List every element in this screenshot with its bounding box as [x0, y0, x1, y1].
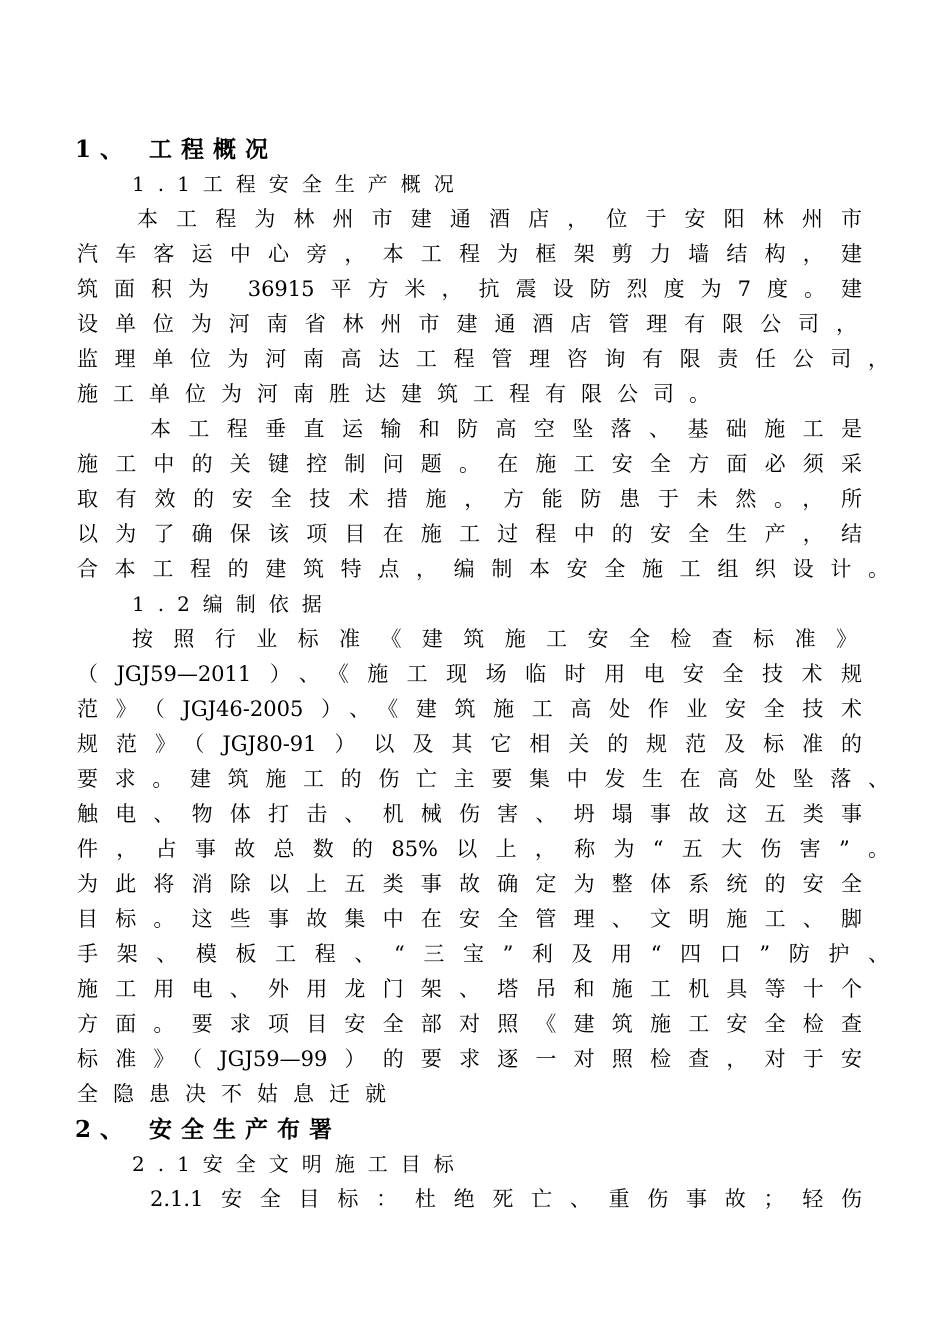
paragraph-line: 触电、物体打击、机械伤害、坍塌事故这五类事 — [77, 802, 862, 826]
subsection-2-1-heading: 2.1安全文明施工目标 — [132, 1152, 467, 1176]
paragraph-line: 范》（JGJ46-2005）、《建筑施工高处作业安全技术 — [77, 697, 862, 721]
subsection-1-1-heading: 1.1工程安全生产概况 — [132, 172, 467, 196]
paragraph-line: 筑面积为 36915平方米，抗震设防烈度为7度。建 — [77, 277, 862, 301]
paragraph-line: 本工程垂直运输和防高空坠落、基础施工是 — [150, 417, 862, 441]
paragraph-line: 监理单位为河南高达工程管理咨询有限责任公司， — [77, 347, 889, 371]
paragraph-line: 件，占事故总数的85%以上，称为“五大伤害”。 — [77, 837, 889, 861]
paragraph-line: 方面。要求项目安全部对照《建筑施工安全检查 — [77, 1012, 862, 1036]
paragraph-line: 施工用电、外用龙门架、塔吊和施工机具等十个 — [77, 977, 862, 1001]
paragraph-line: 汽车客运中心旁，本工程为框架剪力墙结构，建 — [77, 242, 862, 266]
section-2-heading: 2、 安全生产布署 — [75, 1116, 342, 1143]
paragraph-line: （JGJ59—2011）、《施工现场临时用电安全技术规 — [77, 662, 862, 686]
paragraph-line: 2.1.1安全目标：杜绝死亡、重伤事故；轻伤 — [150, 1187, 862, 1211]
paragraph-line: 目标。这些事故集中在安全管理、文明施工、脚 — [77, 907, 862, 931]
paragraph-line: 本工程为林州市建通酒店，位于安阳林州市 — [137, 207, 862, 231]
paragraph-line: 标准》（JGJ59—99）的要求逐一对照检查，对于安 — [77, 1047, 862, 1071]
paragraph-line: 设单位为河南省林州市建通酒店管理有限公司， — [77, 312, 857, 336]
subsection-1-2-heading: 1.2编制依据 — [132, 592, 335, 616]
paragraph-line: 以为了确保该项目在施工过程中的安全生产，结 — [77, 522, 862, 546]
paragraph-line: 为此将消除以上五类事故确定为整体系统的安全 — [77, 872, 862, 896]
paragraph-line: 合本工程的建筑特点，编制本安全施工组织设计。 — [77, 557, 889, 581]
paragraph-line: 施工单位为河南胜达建筑工程有限公司。 — [77, 382, 725, 406]
paragraph-line: 要求。建筑施工的伤亡主要集中发生在高处坠落、 — [77, 767, 889, 791]
paragraph-line: 取有效的安全技术措施，方能防患于未然。，所 — [77, 487, 862, 511]
paragraph-line: 全隐患决不姑息迁就 — [77, 1082, 401, 1106]
paragraph-line: 按照行业标准《建筑施工安全检查标准》 — [132, 627, 857, 651]
section-1-heading: 1、 工程概况 — [75, 136, 278, 163]
paragraph-line: 规范》（JGJ80-91）以及其它相关的规范及标准的 — [77, 732, 862, 756]
paragraph-line: 施工中的关键控制问题。在施工安全方面必须采 — [77, 452, 862, 476]
paragraph-line: 手架、模板工程、“三宝”利及用“四口”防护、 — [77, 942, 889, 966]
